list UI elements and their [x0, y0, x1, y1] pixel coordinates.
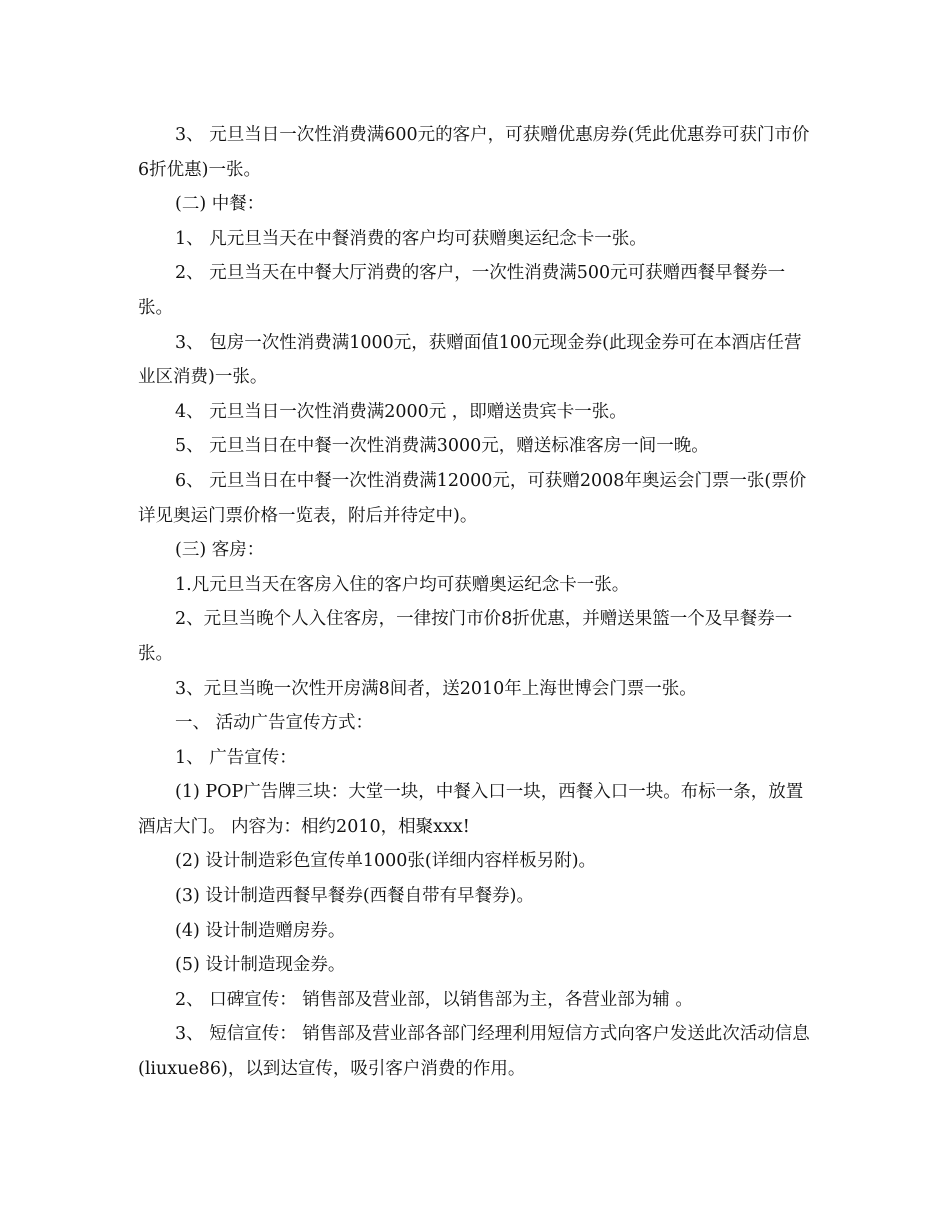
section-heading-guest-rooms: (三) 客房：	[175, 540, 265, 561]
paragraph-rooms-item-3: 3、元旦当晚一次性开房满8间者，送2010年上海世博会门票一张。	[175, 678, 697, 699]
section-heading-advertising: 一、 活动广告宣传方式：	[175, 713, 374, 734]
paragraph-chinese-item-6: 6、 元旦当日在中餐一次性消费满12000元，可获赠2008年奥运会门票一张(票价详见奥运门票价格一览表，附后并待定中)。	[138, 470, 807, 526]
section-heading-chinese-restaurant: (二) 中餐：	[175, 194, 265, 215]
paragraph-word-of-mouth: 2、 口碑宣传： 销售部及营业部，以销售部为主，各营业部为辅 。	[175, 989, 693, 1010]
paragraph-advertising-subitem-1: (1) POP广告牌三块：大堂一块，中餐入口一块，西餐入口一块。布标一条，放置酒店大门。 内容为：相约2010，相聚xxx!	[138, 782, 804, 837]
paragraph-advertising-subitem-5: (5) 设计制造现金券。	[175, 955, 346, 976]
paragraph-chinese-item-2: 2、 元旦当天在中餐大厅消费的客户，一次性消费满500元可获赠西餐早餐券一张。	[138, 263, 786, 318]
paragraph-chinese-item-5: 5、 元旦当日在中餐一次性消费满3000元，赠送标准客房一间一晚。	[175, 436, 709, 457]
paragraph-advertising-subitem-4: (4) 设计制造赠房券。	[175, 920, 346, 941]
paragraph-advertising-subitem-2: (2) 设计制造彩色宣传单1000张(详细内容样板另附)。	[175, 851, 597, 872]
paragraph-western-item-3: 3、 元旦当日一次性消费满600元的客户，可获赠优惠房券(凭此优惠券可获门市价6折优惠)一张。	[138, 125, 810, 180]
paragraph-chinese-item-1: 1、 凡元旦当天在中餐消费的客户均可获赠奥运纪念卡一张。	[175, 228, 647, 249]
paragraph-rooms-item-2: 2、元旦当晚个人入住客房，一律按门市价8折优惠，并赠送果篮一个及早餐券一张。	[138, 609, 793, 664]
paragraph-rooms-item-1: 1.凡元旦当天在客房入住的客户均可获赠奥运纪念卡一张。	[175, 574, 630, 595]
paragraph-advertising-subitem-3: (3) 设计制造西餐早餐券(西餐自带有早餐券)。	[175, 886, 535, 907]
paragraph-sms-promotion: 3、 短信宣传： 销售部及营业部各部门经理利用短信方式向客户发送此次活动信息(liuxue86)，以到达宣传，吸引客户消费的作用。	[138, 1024, 810, 1080]
paragraph-chinese-item-3: 3、 包房一次性消费满1000元，获赠面值100元现金券(此现金券可在本酒店任营业区消费)一张。	[138, 332, 802, 388]
paragraph-chinese-item-4: 4、 元旦当日一次性消费满2000元 ，即赠送贵宾卡一张。	[175, 401, 627, 422]
document-body	[138, 118, 814, 1087]
paragraph-advertising-item-1: 1、 广告宣传：	[175, 747, 297, 768]
